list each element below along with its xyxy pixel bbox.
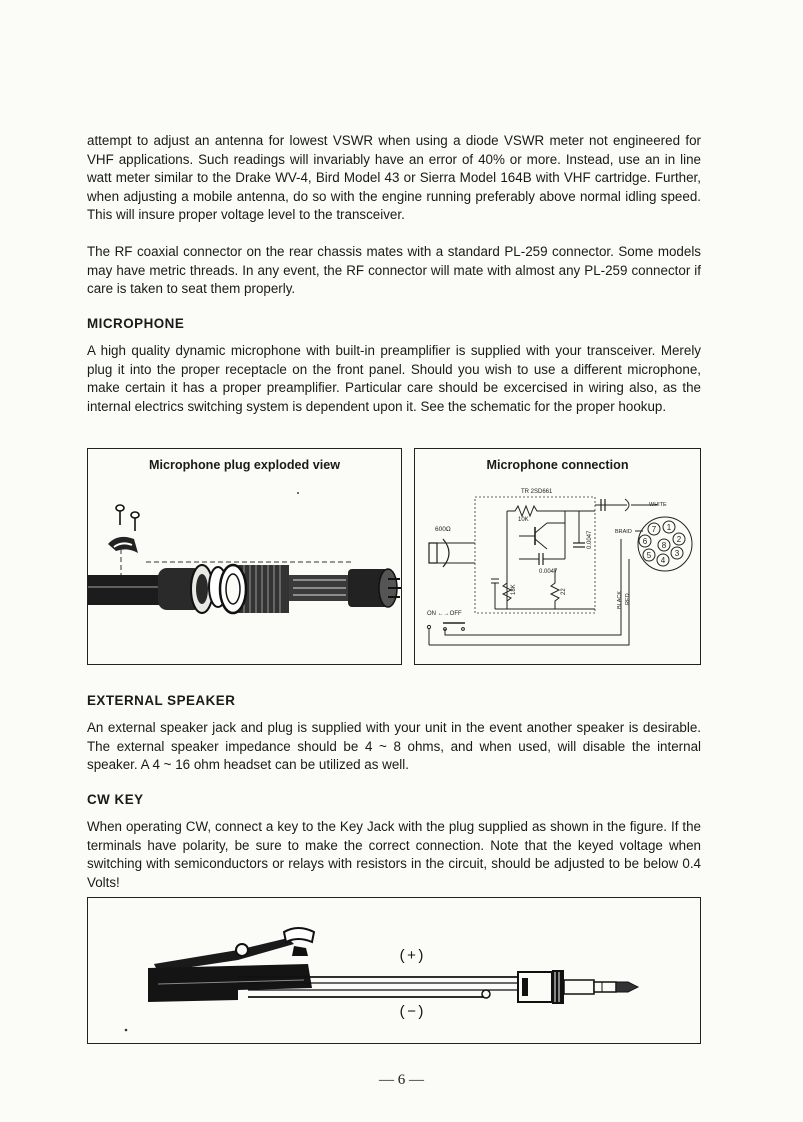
cw-key-paragraph: When operating CW, connect a key to the Key Jack with the plug supplied as shown in the figure. If the terminals have polarity, be sure to make the correct connection. Note that the keyed voltage when switching with semiconductors or relays with resistors in the circuit, should be adjusted to be below 0.4 Volts! — [87, 819, 701, 890]
switch-label: ON ←→OFF — [427, 611, 462, 617]
mic-impedance-label: 600Ω — [435, 526, 451, 533]
external-speaker-paragraph: An external speaker jack and plug is supplied with your unit in the event another speaker is desirable. The external speaker impedance should be 4 ~ 8 ohms, and when used, will disable the internal speaker. A 4 ~ 16 ohm headset can be utilized as well. — [87, 720, 701, 773]
cap-mid-label: 0.0047 — [539, 569, 558, 575]
microphone-paragraph: A high quality dynamic microphone with built-in preamplifier is supplied with your transceiver. Merely plug it into the proper receptacle on the front panel. Should you wish to use a different microphone, make certain it has a proper preamplifier. Particular care should be excercised in wiring also, as the internal electrics switching system is dependent upon it. See the schematic for the proper hookup. — [87, 343, 701, 414]
svg-text:1: 1 — [666, 523, 672, 532]
wire-black-label: BLACK — [617, 590, 623, 609]
mic-plug-illustration — [88, 449, 403, 666]
r-right-label: 22 — [561, 588, 567, 595]
mic-connection-figure-title: Microphone connection — [486, 458, 629, 472]
mic-connection-schematic — [415, 449, 702, 666]
r-top-label: 10K — [518, 517, 529, 523]
transistor-label: TR 2SD661 — [521, 489, 553, 495]
cw-key-heading: CW KEY — [87, 792, 144, 807]
svg-text:3: 3 — [674, 549, 680, 558]
wire-braid-label: BRAID — [615, 529, 632, 535]
external-speaker-heading: EXTERNAL SPEAKER — [87, 693, 236, 708]
vswr-paragraph: attempt to adjust an antenna for lowest VSWR when using a diode VSWR meter not engineered for VHF applications. Such readings will invariably have an error of 40% or more. Instead, use an in line watt meter similar to the Drake WV-4, Bird Model 43 or Sierra Model 164B with VHF cartridge. Further, when adjusting a mobile antenna, do so with the engine running preferably above normal idling speed. This will insure proper voltage level to the transceiver. — [87, 133, 701, 223]
mic-plug-figure-title: Microphone plug exploded view — [148, 458, 341, 472]
wire-red-label: RED — [625, 593, 631, 605]
svg-text:8: 8 — [661, 541, 667, 550]
wire-white-label: WHITE — [649, 502, 667, 508]
positive-terminal-label: (+) — [398, 948, 426, 965]
svg-text:4: 4 — [660, 556, 666, 565]
negative-terminal-label: (−) — [398, 1004, 426, 1021]
svg-text:6: 6 — [642, 537, 648, 546]
cw-key-figure — [87, 897, 701, 1044]
mic-connector-pins — [638, 517, 692, 571]
svg-text:2: 2 — [676, 535, 682, 544]
page-number: — 6 — — [379, 1072, 424, 1088]
svg-text:5: 5 — [646, 551, 652, 560]
mic-plug-figure — [87, 448, 402, 665]
cap-vertical-label: 0.0047 — [587, 530, 593, 549]
cw-key-plug-illustration — [88, 898, 702, 1045]
svg-text:7: 7 — [651, 525, 657, 534]
mic-connection-figure — [414, 448, 701, 665]
rf-connector-paragraph: The RF coaxial connector on the rear chassis mates with a standard PL-259 connector. Some models may have metric threads. In any event, the RF connector will mate with almost any PL-259 connector if care is taken to seat them properly. — [87, 244, 701, 297]
r-left-label: 18K — [511, 584, 517, 595]
microphone-heading: MICROPHONE — [87, 316, 185, 331]
